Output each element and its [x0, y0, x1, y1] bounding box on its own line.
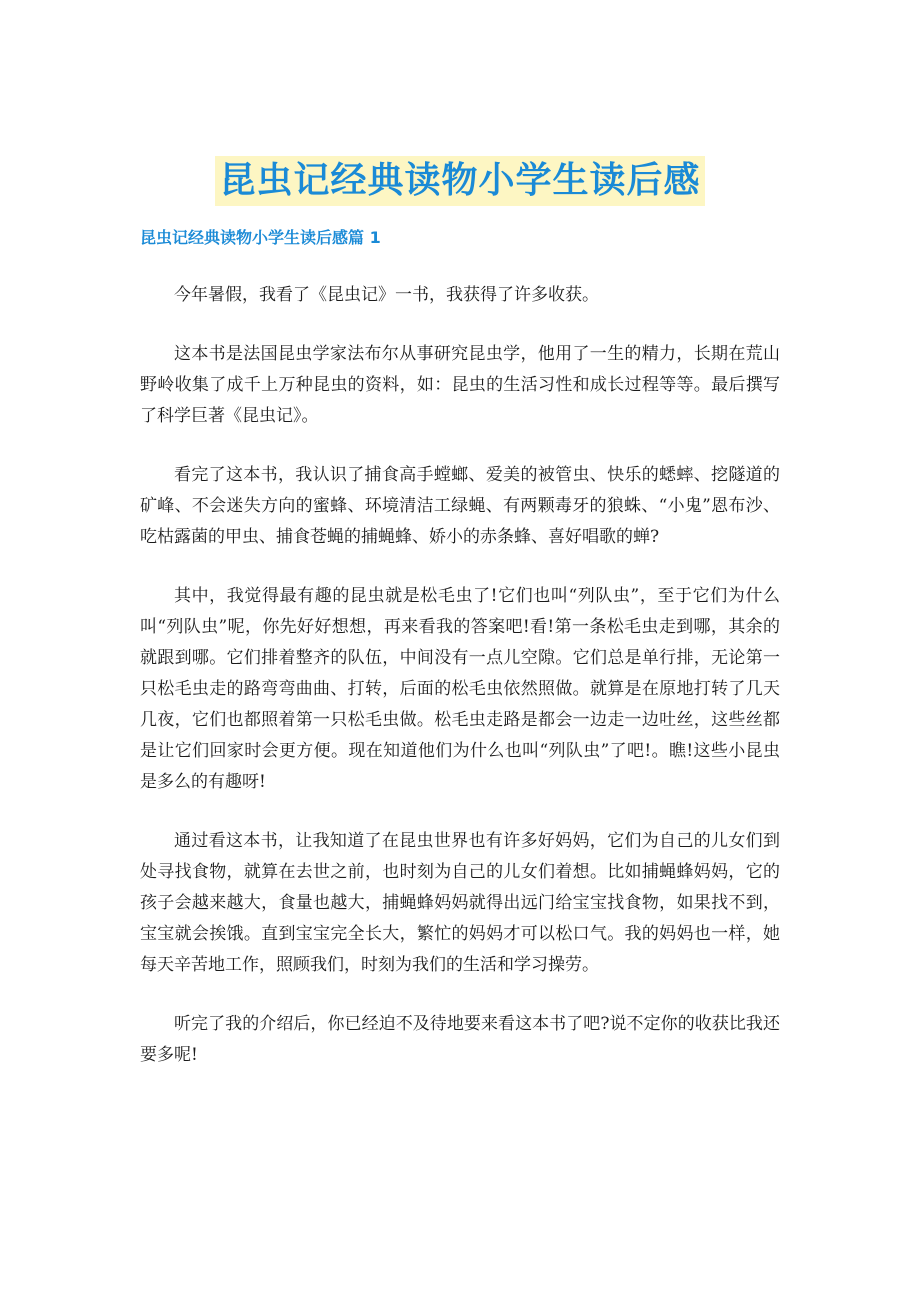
paragraph: 这本书是法国昆虫学家法布尔从事研究昆虫学，他用了一生的精力，长期在荒山野岭收集了成千上万种昆虫的资料，如：昆虫的生活习性和成长过程等等。最后撰写了科学巨著《昆虫记》。	[140, 344, 780, 426]
paragraph: 今年暑假，我看了《昆虫记》一书，我获得了许多收获。	[174, 285, 599, 305]
section-heading: 昆虫记经典读物小学生读后感篇 1	[140, 228, 381, 247]
title-container	[0, 132, 920, 230]
paragraph: 听完了我的介绍后，你已经迫不及待地要来看这本书了吧?说不定你的收获比我还要多呢!	[140, 1014, 780, 1065]
page-title: 昆虫记经典读物小学生读后感	[215, 156, 704, 206]
article-body	[140, 280, 780, 1099]
paragraph: 通过看这本书，让我知道了在昆虫世界也有许多好妈妈，它们为自己的儿女们到处寻找食物，就算在去世之前，也时刻为自己的儿女们着想。比如捕蝇蜂妈妈，它的孩子会越来越大，食量也越大，捕蝇蜂妈妈就得出远门给宝宝找食物，如果找不到，宝宝就会挨饿。直到宝宝完全长大，繁忙的妈妈才可以松口气。我的妈妈也一样，她每天辛苦地工作，照顾我们，时刻为我们的生活和学习操劳。	[140, 831, 780, 975]
paragraph: 其中，我觉得最有趣的昆虫就是松毛虫了!它们也叫“列队虫”，至于它们为什么叫“列队虫”呢，你先好好想想，再来看我的答案吧!看!第一条松毛虫走到哪，其余的就跟到哪。它们排着整齐的队伍，中间没有一点儿空隙。它们总是单行排，无论第一只松毛虫走的路弯弯曲曲、打转，后面的松毛虫依然照做。就算是在原地打转了几天几夜，它们也都照着第一只松毛虫做。松毛虫走路是都会一边走一边吐丝，这些丝都是让它们回家时会更方便。现在知道他们为什么也叫“列队虫”了吧!。瞧!这些小昆虫是多么的有趣呀!	[140, 586, 780, 792]
paragraph: 看完了这本书，我认识了捕食高手螳螂、爱美的被管虫、快乐的蟋蟀、挖隧道的矿峰、不会迷失方向的蜜蜂、环境清洁工绿蝇、有两颗毒牙的狼蛛、“小鬼”恩布沙、吃枯露菌的甲虫、捕食苍蝇的捕蝇蜂、娇小的赤条蜂、喜好唱歌的蝉?	[140, 465, 780, 547]
